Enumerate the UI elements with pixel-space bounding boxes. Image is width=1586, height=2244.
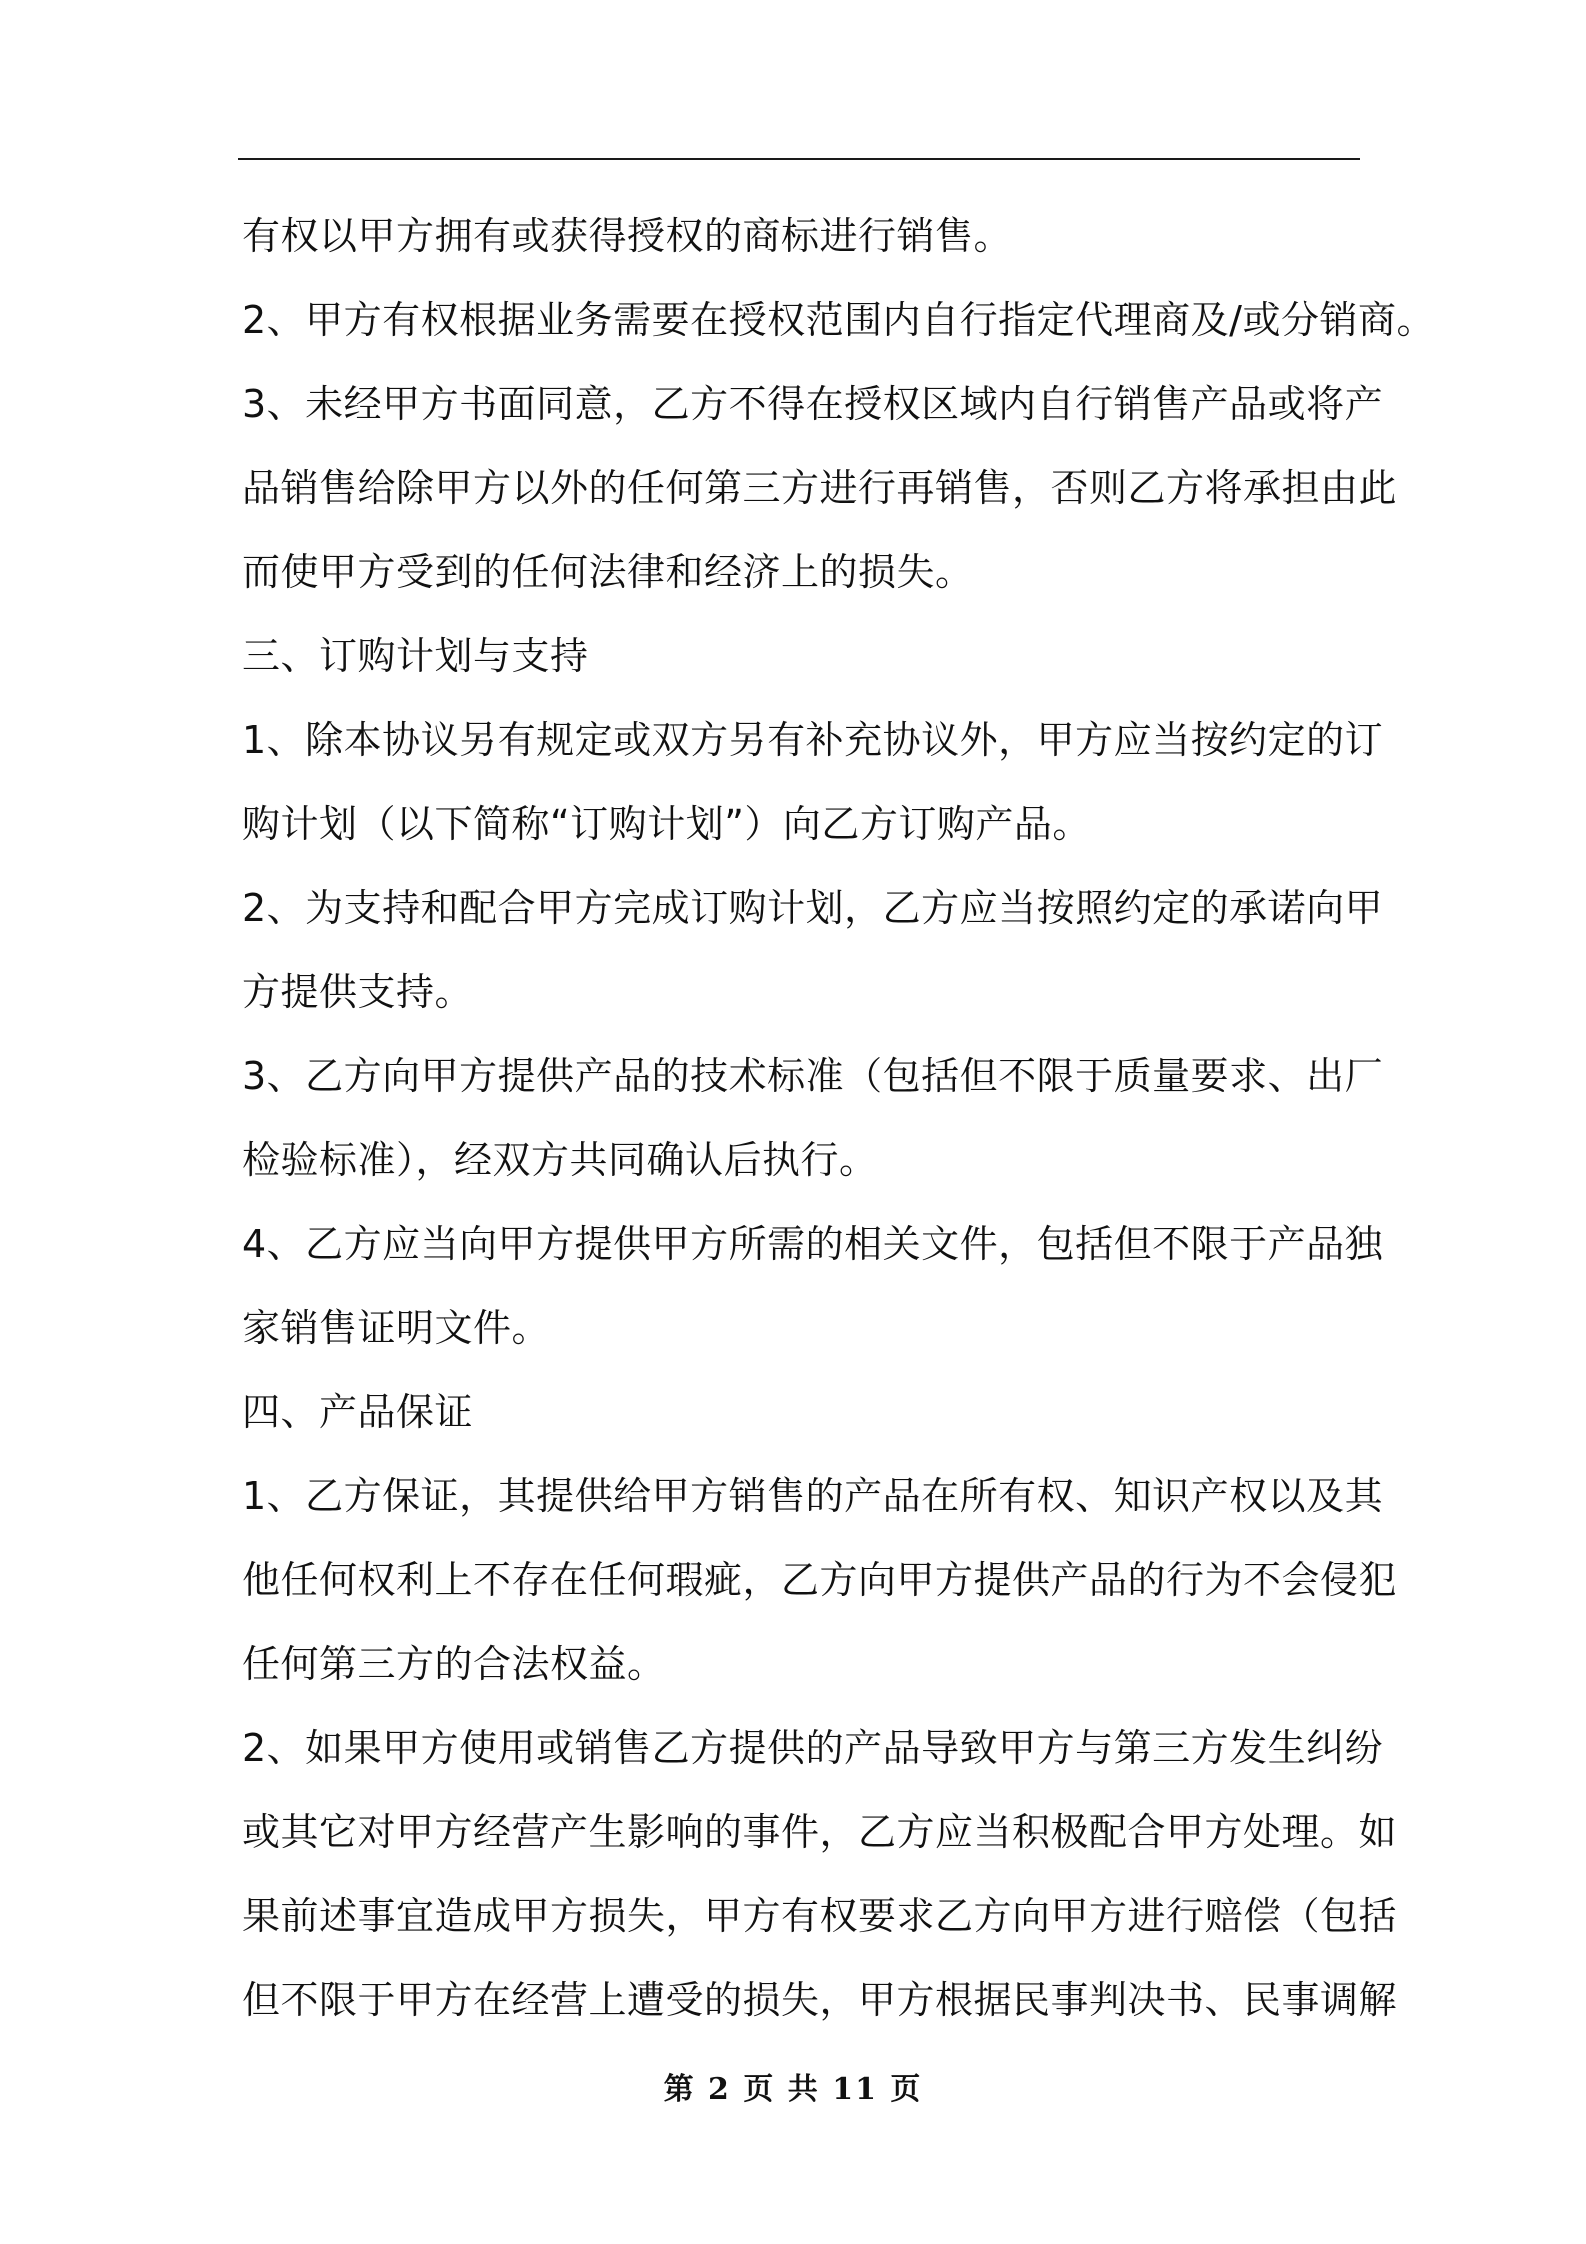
text-line: 有权以甲方拥有或获得授权的商标进行销售。 xyxy=(242,214,1013,258)
section-heading: 四、产品保证 xyxy=(242,1390,474,1434)
text-line: 而使甲方受到的任何法律和经济上的损失。 xyxy=(242,550,974,594)
text-line: 或其它对甲方经营产生影响的事件，乙方应当积极配合甲方处理。如 xyxy=(242,1810,1398,1854)
document-body xyxy=(242,194,1435,2042)
text-line: 2、如果甲方使用或销售乙方提供的产品导致甲方与第三方发生纠纷 xyxy=(242,1726,1384,1770)
header-divider xyxy=(238,158,1360,160)
text-line: 他任何权利上不存在任何瑕疵，乙方向甲方提供产品的行为不会侵犯 xyxy=(242,1558,1398,1602)
text-line: 任何第三方的合法权益。 xyxy=(242,1642,666,1686)
text-line: 4、乙方应当向甲方提供甲方所需的相关文件，包括但不限于产品独 xyxy=(242,1222,1384,1266)
section-heading: 三、订购计划与支持 xyxy=(242,634,589,678)
page-number: 第 2 页 共 11 页 xyxy=(663,2072,923,2107)
text-line: 检验标准），经双方共同确认后执行。 xyxy=(242,1138,878,1182)
text-line: 1、除本协议另有规定或双方另有补充协议外，甲方应当按约定的订 xyxy=(242,718,1384,762)
text-line: 购计划（以下简称“订购计划”）向乙方订购产品。 xyxy=(242,802,1091,846)
text-line: 3、未经甲方书面同意，乙方不得在授权区域内自行销售产品或将产 xyxy=(242,382,1384,426)
text-line: 但不限于甲方在经营上遭受的损失，甲方根据民事判决书、民事调解 xyxy=(242,1978,1398,2022)
text-line: 品销售给除甲方以外的任何第三方进行再销售，否则乙方将承担由此 xyxy=(242,466,1398,510)
text-line: 1、乙方保证，其提供给甲方销售的产品在所有权、知识产权以及其 xyxy=(242,1474,1384,1518)
text-line: 2、甲方有权根据业务需要在授权范围内自行指定代理商及/或分销商。 xyxy=(242,298,1435,342)
text-line: 方提供支持。 xyxy=(242,970,474,1014)
text-line: 家销售证明文件。 xyxy=(242,1306,551,1350)
text-line: 2、为支持和配合甲方完成订购计划，乙方应当按照约定的承诺向甲 xyxy=(242,886,1384,930)
text-line: 果前述事宜造成甲方损失，甲方有权要求乙方向甲方进行赔偿（包括 xyxy=(242,1894,1398,1938)
text-line: 3、乙方向甲方提供产品的技术标准（包括但不限于质量要求、出厂 xyxy=(242,1054,1384,1098)
